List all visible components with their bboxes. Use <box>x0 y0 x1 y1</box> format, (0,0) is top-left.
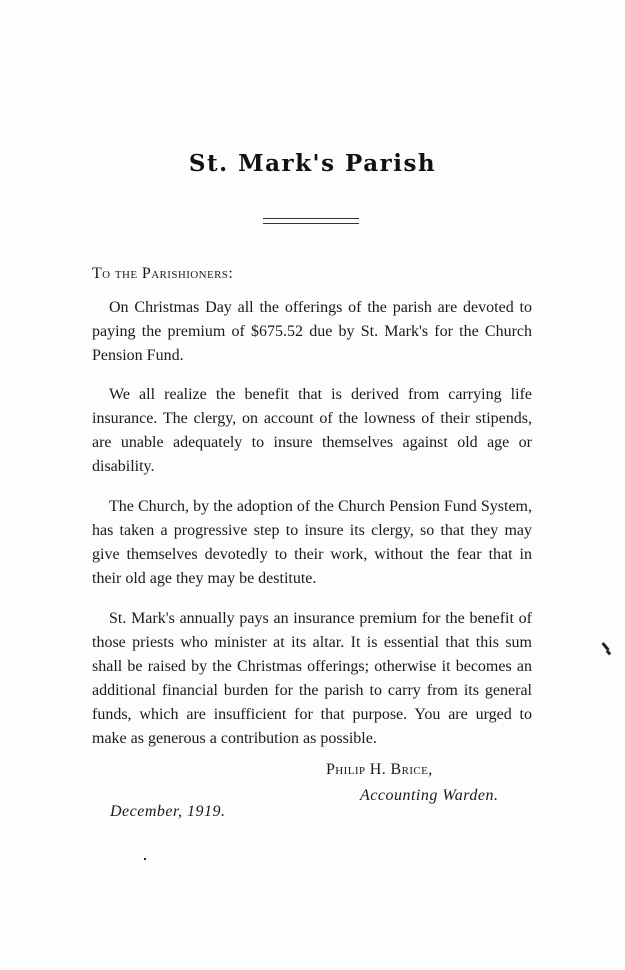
signer-name: Philip H. Brice, <box>326 761 433 778</box>
parish-title: St. Mark's Parish <box>188 150 437 177</box>
paragraph-insurance: We all realize the benefit that is derived from carrying life insurance. The clergy, on account of the lowness of their stipends, are unable adequately to insure themselves against old age or disability. <box>92 386 532 475</box>
paragraph-pension-system: The Church, by the adoption of the Church Pension Fund System, has taken a progressive step to insure its clergy, so that they may give themselves devotedly to their work, without the fear that in their old age they may be destitute. <box>92 498 532 587</box>
print-speck <box>606 650 612 656</box>
paragraph-premium: St. Mark's annually pays an insurance premium for the benefit of those priests who minister at its altar. It is essential that this sum shall be raised by the Christmas offerings; otherwise it becomes an additional financial burden for the parish to carry from its general funds, which are insufficient for that purpose. You are urged to make as generous a contribution as possible. <box>92 610 532 747</box>
title-rule-upper <box>263 218 359 219</box>
letter-date: December, 1919. <box>110 803 226 820</box>
signer-title: Accounting Warden. <box>360 787 499 804</box>
salutation: To the Parishioners: <box>92 265 234 282</box>
paragraph-offerings: On Christmas Day all the offerings of the parish are devoted to paying the premium of $675.52 due by St. Mark's for the Church Pension Fund. <box>92 299 532 364</box>
letter-body <box>92 296 532 767</box>
print-speck <box>144 858 146 860</box>
title-rule-lower <box>263 223 359 224</box>
